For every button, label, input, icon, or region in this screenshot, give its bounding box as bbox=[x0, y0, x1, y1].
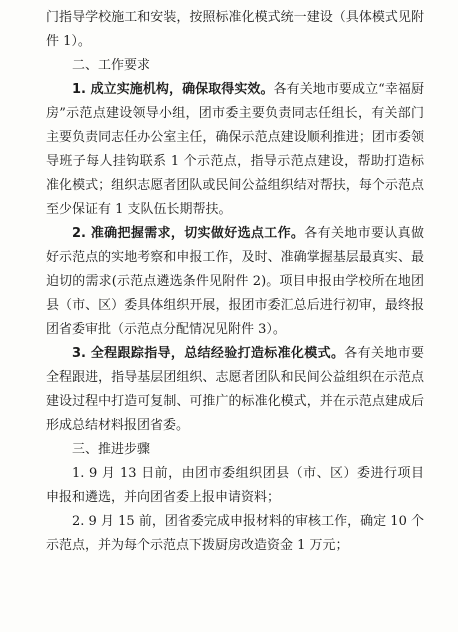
requirement-item-2-title: 2. 准确把握需求，切实做好选点工作。 bbox=[72, 226, 305, 241]
requirement-item-3-title: 3. 全程跟踪指导，总结经验打造标准化模式。 bbox=[72, 346, 345, 361]
requirement-item-1-title: 1. 成立实施机构，确保取得实效。 bbox=[72, 82, 274, 97]
intro-paragraph-tail: 门指导学校施工和安装，按照标准化模式统一建设（具体模式见附件 1）。 bbox=[46, 10, 424, 49]
requirement-item-2-body: 各有关地市要认真做好示范点的实地考察和申报工作，及时、准确掌握基层最真实、最迫切的需求(示范点遴选条件见附件 2)。项目申报由学校所在地团县（市、区）委具体组织开展，报团市委汇总后进行初审，最终报团省委审批（示范点分配情况见附件 3）。 bbox=[46, 226, 424, 337]
step-item-1: 1. 9 月 13 日前，由团市委组织团县（市、区）委进行项目申报和遴选，并向团省委上报申请资料； bbox=[46, 466, 424, 505]
requirement-item-3 bbox=[46, 342, 424, 438]
requirement-item-2 bbox=[46, 222, 424, 342]
requirement-item-1-body: 各有关地市要成立“幸福厨房”示范点建设领导小组，团市委主要负责同志任组长，有关部门主要负责同志任办公室主任，确保示范点建设顺利推进；团市委领导班子每人挂钩联系 1 个示范点，指导示范点建设，帮助打造标准化模式；组织志愿者团队或民间公益组织结对帮扶，每个示范点至少保证有 1 支队伍长期帮扶。 bbox=[46, 82, 424, 217]
step-item-2: 2. 9 月 15 前，团省委完成申报材料的审核工作，确定 10 个示范点，并为每个示范点下拨厨房改造资金 1 万元； bbox=[46, 514, 424, 553]
requirement-item-1 bbox=[46, 78, 424, 222]
section-heading-work-requirements: 二、工作要求 bbox=[72, 58, 151, 73]
requirement-item-3-body: 各有关地市要全程跟进，指导基层团组织、志愿者团队和民间公益组织在示范点建设过程中打造可复制、可推广的标准化模式，并在示范点建成后形成总结材料报团省委。 bbox=[46, 346, 424, 433]
section-heading-steps: 三、推进步骤 bbox=[72, 442, 151, 457]
